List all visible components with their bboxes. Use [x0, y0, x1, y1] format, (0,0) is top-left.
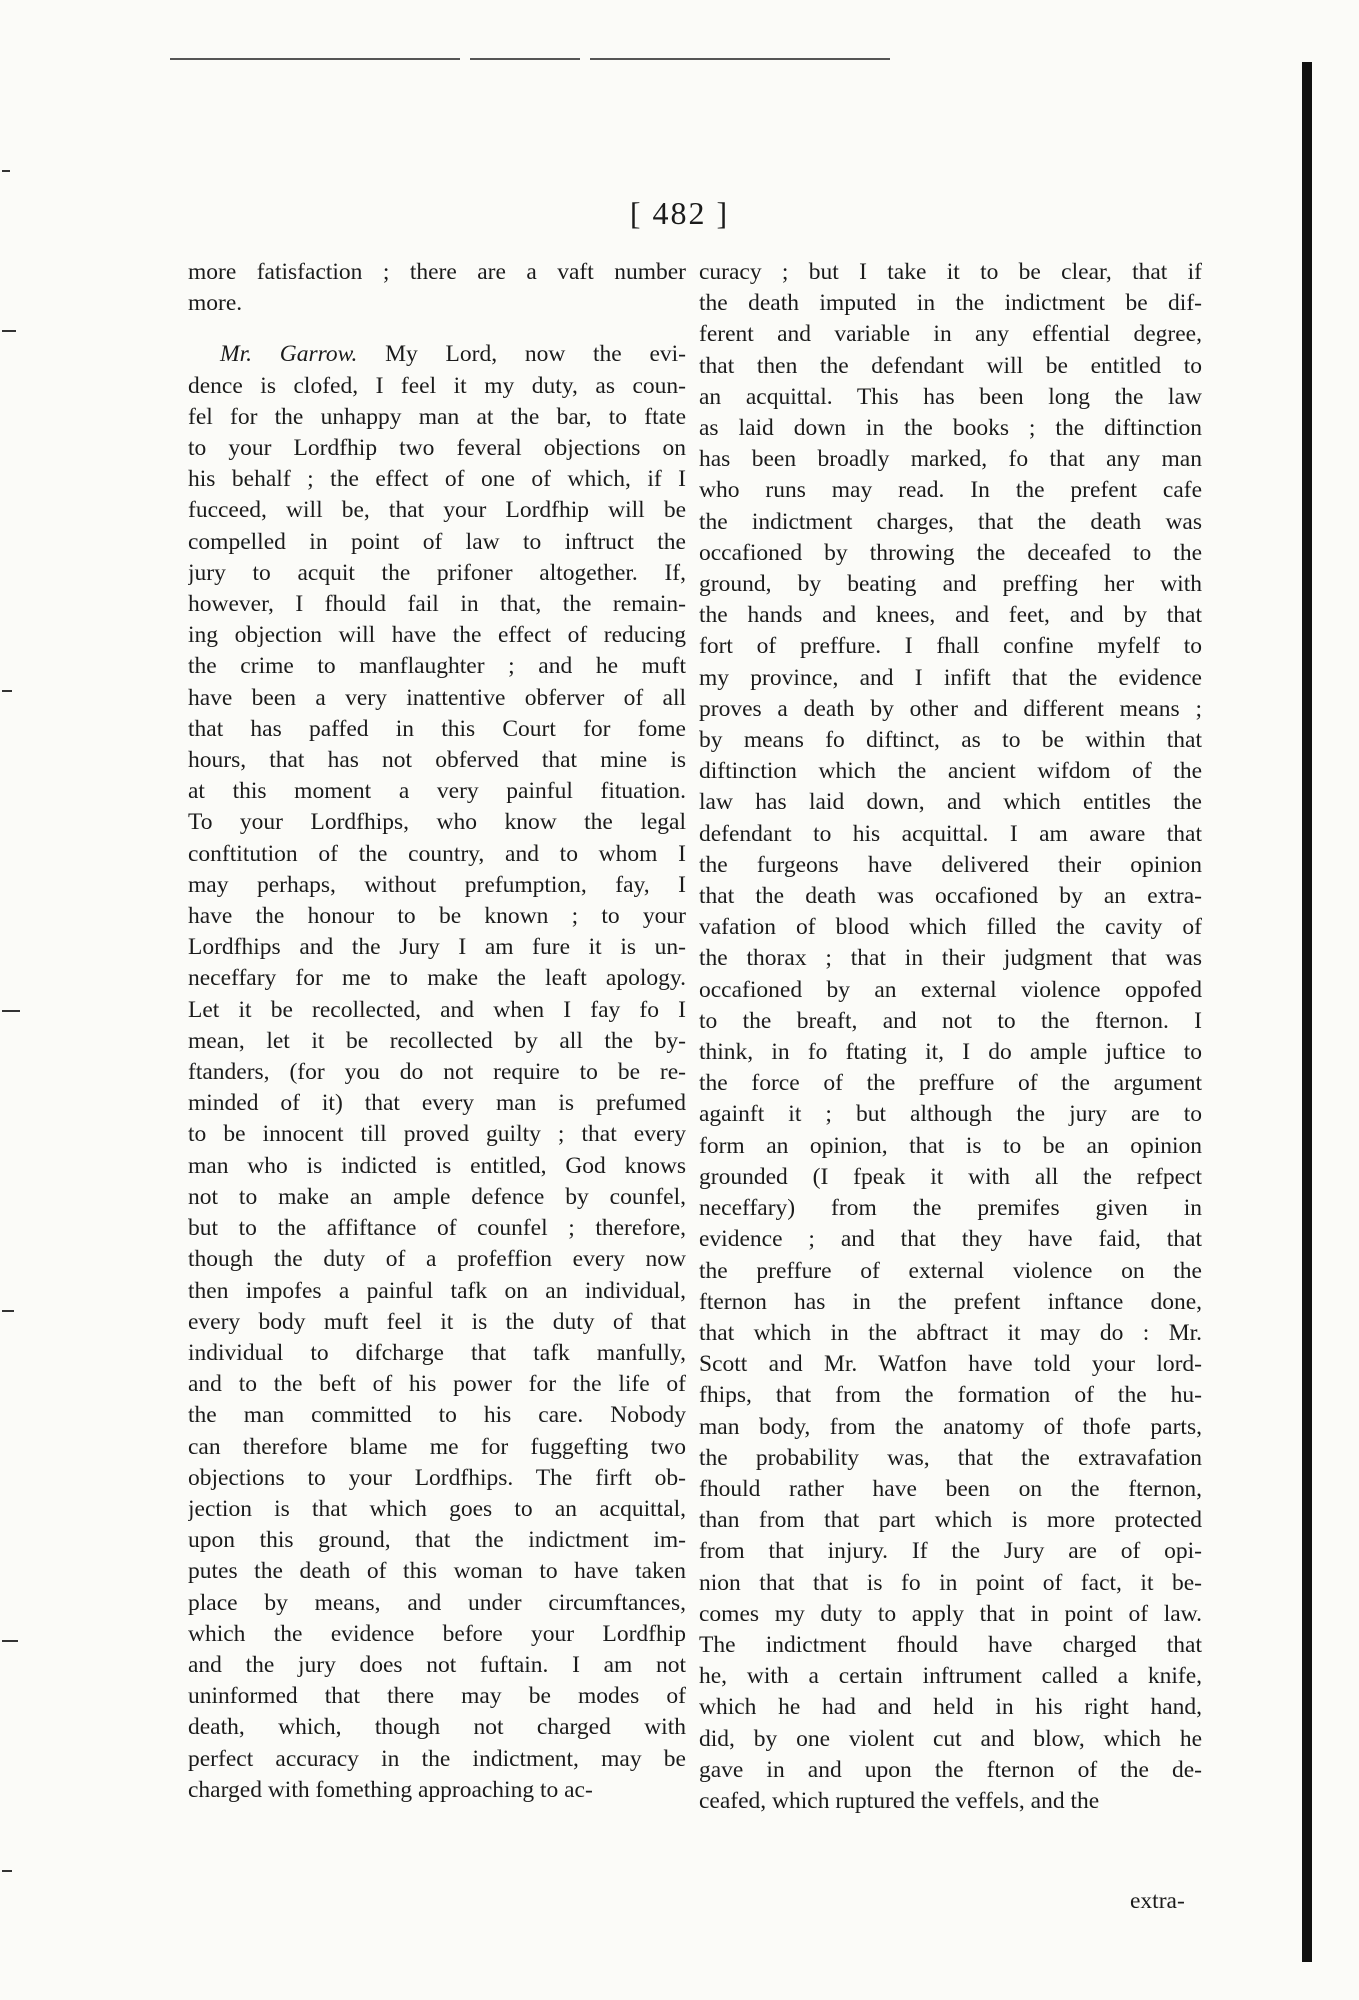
- text-line: did, by one violent cut and blow, which he: [699, 1725, 1202, 1752]
- text-line: neceffary) from the premifes given in: [699, 1195, 1202, 1222]
- text-line: ing objection will have the effect of reducing: [188, 622, 686, 649]
- text-line: the force of the preffure of the argument: [699, 1070, 1202, 1097]
- text-line: then impofes a painful tafk on an individual,: [188, 1277, 686, 1304]
- text-line: an acquittal. This has been long the law: [699, 383, 1202, 410]
- text-line: comes my duty to apply that in point of law.: [699, 1600, 1202, 1627]
- text-line: minded of it) that every man is prefumed: [188, 1090, 686, 1117]
- text-line: jury to acquit the prifoner altogether. If,: [188, 559, 686, 586]
- text-line: [188, 319, 686, 339]
- top-rule: [590, 58, 890, 60]
- text-line: curacy ; but I take it to be clear, that if: [699, 259, 1202, 285]
- text-line: the probability was, that the extravafation: [699, 1444, 1202, 1471]
- text-line: have been a very inattentive obferver of all: [188, 684, 686, 711]
- text-line: againft it ; but although the jury are to: [699, 1101, 1202, 1128]
- text-line: but to the affiftance of counfel ; therefore,: [188, 1215, 686, 1242]
- text-line: has been broadly marked, fo that any man: [699, 446, 1202, 473]
- text-line: the furgeons have delivered their opinion: [699, 851, 1202, 878]
- text-line: that which in the abftract it may do : Mr.: [699, 1319, 1202, 1346]
- text-line: can therefore blame me for fuggefting two: [188, 1433, 686, 1460]
- text-line: not to make an ample defence by counfel,: [188, 1183, 686, 1210]
- text-line: Scott and Mr. Watfon have told your lord-: [699, 1351, 1202, 1378]
- text-line: to be innocent till proved guilty ; that every: [188, 1121, 686, 1148]
- catchword: extra-: [1130, 1888, 1185, 1914]
- text-line: more.: [188, 290, 243, 317]
- text-line: form an opinion, that is to be an opinion: [699, 1132, 1202, 1159]
- text-line: charged with fomething approaching to ac-: [188, 1776, 593, 1803]
- text-line: his behalf ; the effect of one of which, if I: [188, 466, 686, 493]
- text-line: may perhaps, without prefumption, fay, I: [188, 871, 686, 898]
- text-line: the preffure of external violence on the: [699, 1257, 1202, 1284]
- text-line: and to the beft of his power for the life of: [188, 1371, 686, 1398]
- text-line: the crime to manflaughter ; and he muft: [188, 653, 686, 680]
- left-column: [188, 257, 686, 1806]
- text-line: that has paffed in this Court for fome: [188, 715, 686, 742]
- text-line: To your Lordfhips, who know the legal: [188, 809, 686, 836]
- text-line: Mr. Garrow. My Lord, now the evi-: [220, 341, 686, 368]
- text-line: which he had and held in his right hand,: [699, 1694, 1202, 1721]
- text-line: fel for the unhappy man at the bar, to ftate: [188, 403, 686, 430]
- text-line: my province, and I infift that the evidence: [699, 664, 1202, 691]
- text-line: Lordfhips and the Jury I am fure it is un-: [188, 934, 686, 961]
- text-line: ground, by beating and preffing her with: [699, 571, 1202, 598]
- text-line: which the evidence before your Lordfhip: [188, 1620, 686, 1647]
- text-line: nion that that is fo in point of fact, it be-: [699, 1569, 1202, 1596]
- text-line: though the duty of a profeffion every now: [188, 1246, 686, 1273]
- text-line: Let it be recollected, and when I fay fo I: [188, 996, 686, 1023]
- text-line: proves a death by other and different means ;: [699, 695, 1202, 722]
- text-line: he, with a certain inftrument called a knife,: [699, 1663, 1202, 1690]
- text-line: gave in and upon the fternon of the de-: [699, 1756, 1202, 1783]
- top-rule: [170, 58, 460, 60]
- text-line: however, I fhould fail in that, the remain-: [188, 591, 686, 618]
- text-line: defendant to his acquittal. I am aware that: [699, 820, 1202, 847]
- text-line: at this moment a very painful fituation.: [188, 778, 686, 805]
- text-line: fhips, that from the formation of the hu-: [699, 1382, 1202, 1409]
- text-line: to your Lordfhip two feveral objections on: [188, 435, 686, 462]
- text-line: who runs may read. In the prefent cafe: [699, 477, 1202, 504]
- text-line: fternon has in the prefent inftance done,: [699, 1288, 1202, 1315]
- text-line: ceafed, which ruptured the veffels, and the: [699, 1787, 1100, 1814]
- text-line: death, which, though not charged with: [188, 1714, 686, 1741]
- text-line: putes the death of this woman to have taken: [188, 1558, 686, 1585]
- text-line: individual to difcharge that tafk manfully,: [188, 1339, 686, 1366]
- text-line: to the breaft, and not to the fternon. I: [699, 1007, 1202, 1034]
- text-line: the indictment charges, that the death was: [699, 508, 1202, 535]
- text-line: diftinction which the ancient wifdom of the: [699, 758, 1202, 785]
- text-line: hours, that has not obferved that mine is: [188, 747, 686, 774]
- text-line: upon this ground, that the indictment im-: [188, 1527, 686, 1554]
- text-line: vafation of blood which filled the cavity of: [699, 914, 1202, 941]
- text-line: the hands and knees, and feet, and by that: [699, 602, 1202, 629]
- text-line: the man committed to his care. Nobody: [188, 1402, 686, 1429]
- page-number: [ 482 ]: [629, 195, 730, 231]
- text-line: ferent and variable in any effential degree,: [699, 321, 1202, 348]
- right-column: [699, 257, 1202, 1817]
- text-line: evidence ; and that they have faid, that: [699, 1226, 1202, 1253]
- text-line: that then the defendant will be entitled to: [699, 352, 1202, 379]
- text-line: from that injury. If the Jury are of opi-: [699, 1538, 1202, 1565]
- text-line: place by means, and under circumftances,: [188, 1589, 686, 1616]
- text-line: mean, let it be recollected by all the by-: [188, 1027, 686, 1054]
- gutter-noise: [2, 170, 42, 1960]
- text-line: perfect accuracy in the indictment, may be: [188, 1745, 686, 1772]
- text-line: by means fo diftinct, as to be within that: [699, 727, 1202, 754]
- text-line: jection is that which goes to an acquittal,: [188, 1495, 686, 1522]
- text-line: compelled in point of law to inftruct the: [188, 528, 686, 555]
- text-line: every body muft feel it is the duty of that: [188, 1308, 686, 1335]
- text-line: occafioned by throwing the deceafed to the: [699, 539, 1202, 566]
- text-line: law has laid down, and which entitles the: [699, 789, 1202, 816]
- text-line: fort of preffure. I fhall confine myfelf to: [699, 633, 1202, 660]
- text-line: more fatisfaction ; there are a vaft number: [188, 259, 686, 285]
- text-line: man body, from the anatomy of thofe parts,: [699, 1413, 1202, 1440]
- text-line: that the death was occafioned by an extra-: [699, 883, 1202, 910]
- text-line: think, in fo ftating it, I do ample juftice to: [699, 1039, 1202, 1066]
- top-rule: [470, 58, 580, 60]
- text-line: occafioned by an external violence oppofed: [699, 976, 1202, 1003]
- text-line: the death imputed in the indictment be dif-: [699, 290, 1202, 317]
- text-line: neceffary for me to make the leaft apology.: [188, 965, 686, 992]
- text-line: grounded (I fpeak it with all the refpect: [699, 1163, 1202, 1190]
- text-line: and the jury does not fuftain. I am not: [188, 1651, 686, 1678]
- text-line: man who is indicted is entitled, God knows: [188, 1152, 686, 1179]
- text-line: fucceed, will be, that your Lordfhip will be: [188, 497, 686, 524]
- binding-edge: [1302, 62, 1312, 1962]
- text-line: objections to your Lordfhips. The firft ob-: [188, 1464, 686, 1491]
- text-line: the thorax ; that in their judgment that was: [699, 945, 1202, 972]
- text-line: have the honour to be known ; to your: [188, 903, 686, 930]
- text-line: uninformed that there may be modes of: [188, 1683, 686, 1710]
- text-line: than from that part which is more protected: [699, 1507, 1202, 1534]
- text-line: ftanders, (for you do not require to be re-: [188, 1059, 686, 1086]
- text-line: fhould rather have been on the fternon,: [699, 1475, 1202, 1502]
- text-line: The indictment fhould have charged that: [699, 1631, 1202, 1658]
- text-line: dence is clofed, I feel it my duty, as coun-: [188, 372, 686, 399]
- text-line: as laid down in the books ; the diftinction: [699, 415, 1202, 442]
- text-line: conftitution of the country, and to whom I: [188, 840, 686, 867]
